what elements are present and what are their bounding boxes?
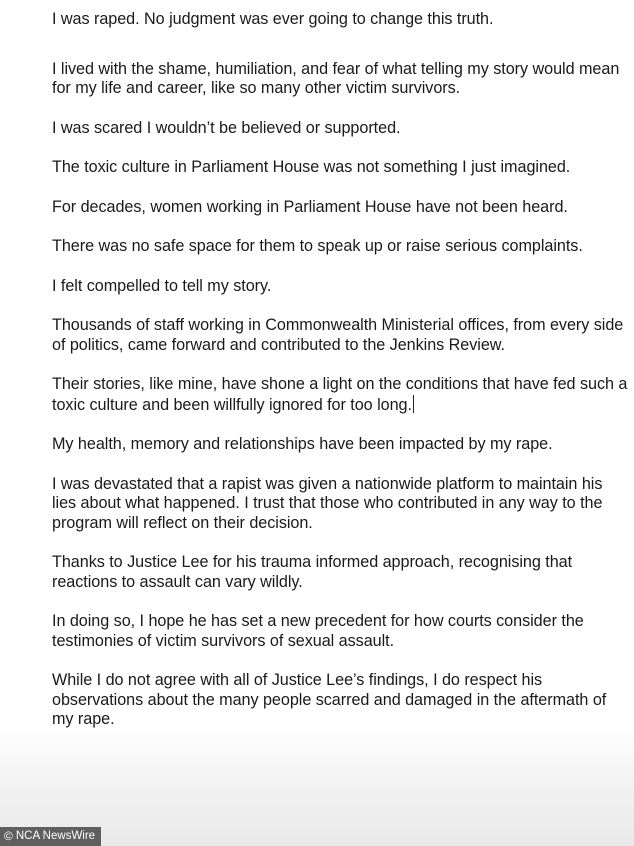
statement-paragraph: I felt compelled to tell my story. bbox=[52, 276, 272, 295]
statement-paragraph: In doing so, I hope he has set a new precedent for how courts consider the testimonies of victim survivors of sexual assault. bbox=[52, 612, 584, 650]
statement-paragraph: The toxic culture in Parliament House was not something I just imagined. bbox=[52, 158, 571, 176]
statement-paragraph: My health, memory and relationships have been impacted by my rape. bbox=[52, 435, 553, 453]
statement-text bbox=[52, 10, 628, 730]
statement-paragraph: While I do not agree with all of Justice Lee’s findings, I do respect his observations about the many people scarred and damaged in the aftermath of my rape. bbox=[52, 671, 607, 728]
statement-paragraph: Thousands of staff working in Commonwealth Ministerial offices, from every side of politics, came forward and contributed to the Jenkins Review. bbox=[52, 316, 624, 354]
statement-paragraph: Thanks to Justice Lee for his trauma informed approach, recognising that reactions to assault can vary wildly. bbox=[52, 553, 573, 591]
copyright-icon: © bbox=[4, 829, 13, 843]
statement-paragraph: For decades, women working in Parliament House have not been heard. bbox=[52, 197, 568, 216]
statement-paragraph: There was no safe space for them to speak up or raise serious complaints. bbox=[52, 237, 583, 255]
paragraph-text: Their stories, like mine, have shone a light on the conditions that have fed such a toxic culture and been willfully ignored for too long. bbox=[52, 375, 628, 414]
statement-paragraph: I lived with the shame, humiliation, and fear of what telling my story would mean for my life and career, like so many other victim survivors. bbox=[52, 59, 620, 97]
statement-paragraph: I was devastated that a rapist was given a nationwide platform to maintain his lies about what happened. I trust that those who contributed in any way to the program will reflect on their decision. bbox=[52, 474, 603, 532]
text-cursor bbox=[413, 395, 414, 413]
statement-paragraph: I was raped. No judgment was ever going to change this truth. bbox=[52, 10, 494, 28]
statement-paragraph bbox=[52, 375, 628, 415]
photo-credit bbox=[0, 827, 101, 846]
credit-label: NCA NewsWire bbox=[15, 830, 96, 842]
statement-paragraph: I was scared I wouldn’t be believed or supported. bbox=[52, 118, 401, 137]
